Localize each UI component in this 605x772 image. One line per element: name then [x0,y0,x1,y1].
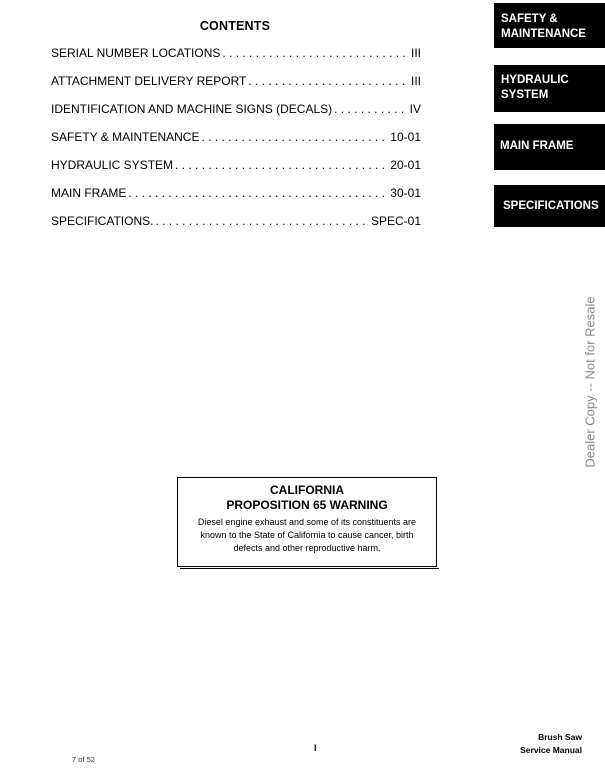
toc-entry-label: SPECIFICATIONS. [51,214,154,228]
toc-entry-page: SPEC-01 [370,214,421,228]
toc-entry[interactable] [51,74,421,102]
toc-entry-page: 30-01 [390,186,421,200]
toc-entry-label: IDENTIFICATION AND MACHINE SIGNS (DECALS) [51,102,333,116]
toc-entry-page: 10-01 [390,130,421,144]
toc-entry-page: III [410,74,421,88]
toc-entry-label: ATTACHMENT DELIVERY REPORT [51,74,247,88]
footer-product: Brush Saw [538,732,582,742]
toc-entry-label: SAFETY & MAINTENANCE [51,130,200,144]
page-of-count: 7 of 52 [72,755,95,764]
tab-main-frame[interactable] [494,124,605,170]
warning-title: CALIFORNIA [270,483,344,497]
toc-entry[interactable] [51,46,421,74]
toc-entry[interactable] [51,130,421,158]
toc-entry-label: HYDRAULIC SYSTEM [51,158,174,172]
tab-hydraulic-system[interactable] [494,65,605,112]
tab-label-line: SYSTEM [501,89,549,101]
toc-entry-page: IV [409,102,421,116]
table-of-contents [51,46,421,242]
dealer-copy-watermark: Dealer Copy -- Not for Resale [582,296,598,468]
toc-entry-label: SERIAL NUMBER LOCATIONS [51,46,221,60]
toc-dot-leader [334,102,408,116]
toc-entry-page: III [410,46,421,60]
toc-entry-label: MAIN FRAME [51,186,127,200]
footer-manual: Service Manual [520,745,582,755]
toc-entry[interactable] [51,102,421,130]
toc-dot-leader [222,46,409,60]
tab-safety-maintenance[interactable] [494,3,605,48]
tab-label-line: MAIN FRAME [500,140,574,152]
toc-entry[interactable] [51,214,421,242]
tab-label-line: HYDRAULIC [501,74,569,86]
toc-entry[interactable] [51,158,421,186]
footer-manual-title [520,731,582,757]
contents-title: CONTENTS [199,19,271,33]
tab-specifications[interactable] [494,185,605,227]
tab-label-line: SAFETY & [501,13,558,25]
tab-label-line: SPECIFICATIONS [503,200,599,212]
warning-subtitle: PROPOSITION 65 WARNING [226,498,388,512]
toc-dot-leader [248,74,409,88]
page-number: I [314,743,317,753]
tab-label-line: MAINTENANCE [501,28,586,40]
warning-body: Diesel engine exhaust and some of its constituents are known to the State of California to cause cancer, birth defects and other reproductive harm. [197,517,417,553]
toc-dot-leader [155,214,369,228]
prop65-warning-box [177,477,437,567]
toc-dot-leader [128,186,388,200]
toc-entry-page: 20-01 [390,158,421,172]
toc-entry[interactable] [51,186,421,214]
toc-dot-leader [201,130,388,144]
toc-dot-leader [175,158,388,172]
